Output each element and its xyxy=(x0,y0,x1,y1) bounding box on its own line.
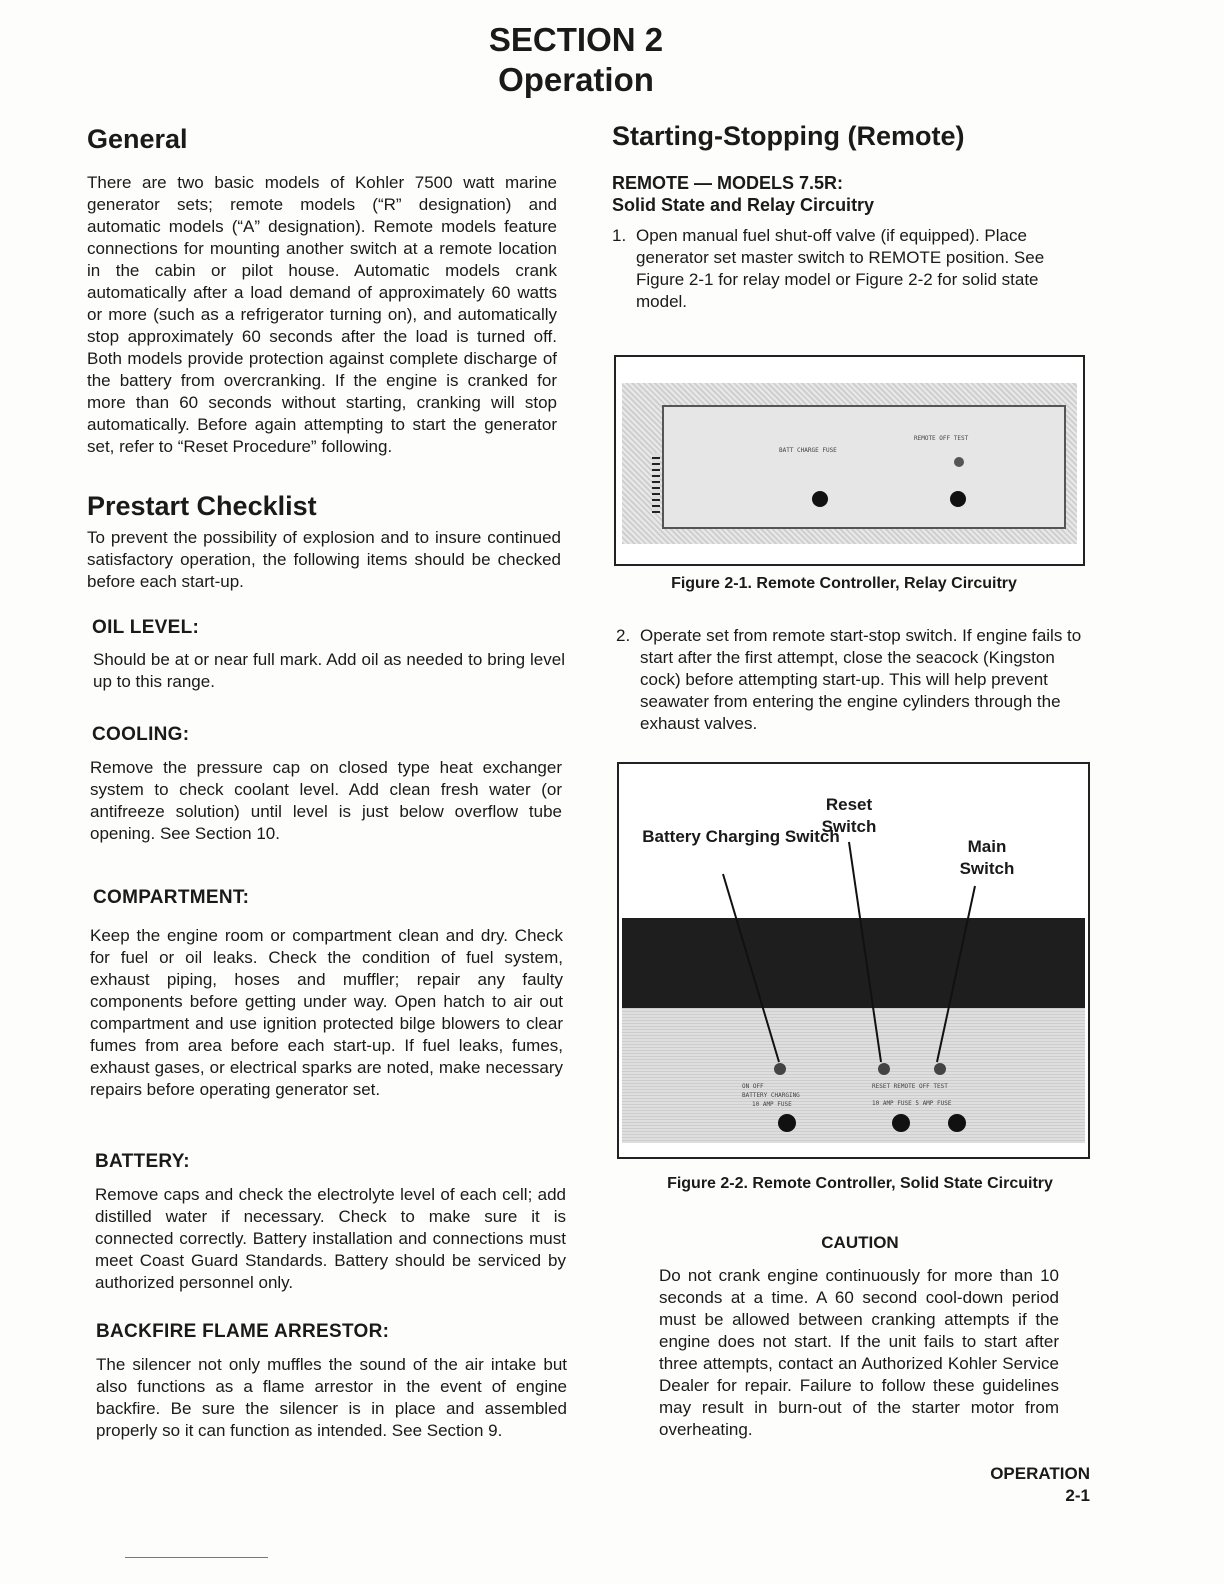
oil-level-heading: OIL LEVEL: xyxy=(92,617,200,638)
battery-callout-line xyxy=(723,874,779,1062)
step-text: Operate set from remote start-stop switch. If engine fails to start after the first attempt, close the seacock (Kingston cock) before attempting start-up. This will help prevent seawater from entering the engine cylinders through the exhaust valves. xyxy=(640,626,1082,733)
general-body: There are two basic models of Kohler 7500 watt marine generator sets; remote models (“R” designation) and automatic models (“A” designation). Remote models feature connections for mounting another switch at a remote location in the cabin or pilot house. Automatic models crank automatically after a load demand of approximately 60 watts or more (such as a refrigerator turning on), and automatically stop approximately 60 seconds after the load is turned off. Both models provide protection against complete discharge of the battery from overcranking. If the engine is cranked for more than 60 seconds without starting, cranking will stop automatically. Before again attempting to start the generator set, refer to “Reset Procedure” following. xyxy=(87,173,557,456)
panel-text-reset-remote: RESET REMOTE OFF TEST xyxy=(872,1083,948,1090)
panel-label-charge: BATT CHARGE FUSE xyxy=(779,447,837,454)
panel-text-on-off: ON OFF xyxy=(742,1083,764,1090)
remote-fuse-knob xyxy=(950,491,966,507)
connector-terminals xyxy=(652,453,660,513)
footer-section: OPERATION xyxy=(990,1464,1090,1483)
step-item xyxy=(616,625,1086,735)
compartment-heading: COMPARTMENT: xyxy=(93,887,250,908)
caution-heading: CAUTION xyxy=(821,1233,899,1252)
compartment-body: Keep the engine room or compartment clean and dry. Check for fuel or oil leaks. Check the condition of fuel system, exhaust piping, hoses and muffler; repair any faulty components before getting under way. Open hatch to air out compartment and use ignition protected bilge blowers to clear fumes from area before each start-up. If fuel leaks, fumes, exhaust gases, or electrical sparks are noted, make necessary repairs before operating generator set. xyxy=(90,926,563,1099)
footer-rule xyxy=(125,1557,268,1558)
charge-fuse-knob xyxy=(812,491,828,507)
cooling-body: Remove the pressure cap on closed type heat exchanger system to check coolant level. Add clean fresh water (or antifreeze solution) until level is just below overflow tube opening. See Section 10. xyxy=(90,758,562,843)
reset-callout-line xyxy=(849,842,881,1062)
battery-heading: BATTERY: xyxy=(95,1151,190,1172)
panel-text-battery-charging: BATTERY CHARGING xyxy=(742,1092,800,1099)
figure-2-1 xyxy=(614,355,1085,566)
main-callout-line xyxy=(937,886,975,1062)
cooling-heading: COOLING: xyxy=(92,724,190,745)
models-subheading: REMOTE — MODELS 7.5R: xyxy=(612,173,844,193)
battery-body: Remove caps and check the electrolyte level of each cell; add distilled water if necessary. Check to make sure it is connected correctly. Battery installation and connections must meet Coast Guard Standards. Battery should be serviced by authorized personnel only. xyxy=(95,1185,566,1292)
reset-switch-label: Reset Switch xyxy=(821,795,877,836)
oil-level-body: Should be at or near full mark. Add oil as needed to bring level up to this range. xyxy=(93,650,565,691)
step-number: 1. xyxy=(612,226,627,245)
section-number: SECTION 2 xyxy=(488,21,664,58)
main-switch-label: Main Switch xyxy=(959,837,1015,878)
circuitry-subheading: Solid State and Relay Circuitry xyxy=(612,195,875,215)
remote-switch-toggle xyxy=(954,457,964,467)
panel-label-remote: REMOTE OFF TEST xyxy=(914,435,969,442)
steps-list-2 xyxy=(616,625,1086,735)
callout-lines xyxy=(619,764,1088,1157)
section-title: Operation xyxy=(498,61,654,98)
controller-panel xyxy=(662,405,1066,529)
step-text: Open manual fuel shut-off valve (if equipped). Place generator set master switch to REMOTE position. See Figure 2-1 for relay model or Figure 2-2 for solid state model. xyxy=(636,226,1045,311)
figure-2-1-caption: Figure 2-1. Remote Controller, Relay Circuitry xyxy=(671,575,1017,592)
figure-2-2 xyxy=(617,762,1090,1159)
caution-body: Do not crank engine continuously for more than 10 seconds at a time. A 60 second cool-down period must be allowed between cranking attempts if the engine does not start. If the unit fails to start after three attempts, contact an Authorized Kohler Service Dealer for repair. Failure to follow these guidelines may result in burn-out of the starter motor from overheating. xyxy=(659,1266,1059,1439)
starting-heading: Starting-Stopping (Remote) xyxy=(612,121,965,151)
backfire-body: The silencer not only muffles the sound of the air intake but also functions as a flame arrestor in the event of engine backfire. Be sure the silencer is in place and assembled properly so it can function as intended. See Section 9. xyxy=(96,1355,567,1440)
relay-controller-photo xyxy=(622,383,1077,544)
footer-page-number: 2-1 xyxy=(1065,1486,1090,1505)
backfire-heading: BACKFIRE FLAME ARRESTOR: xyxy=(96,1321,390,1342)
page-footer xyxy=(940,1463,1090,1507)
battery-charging-switch-label: Battery Charging Switch xyxy=(642,827,840,846)
prestart-heading: Prestart Checklist xyxy=(87,491,317,521)
step-item xyxy=(612,225,1082,313)
prestart-intro: To prevent the possibility of explosion and to insure continued satisfactory operation, the following items should be checked before each start-up. xyxy=(87,528,561,591)
starting-subheading xyxy=(612,172,874,216)
panel-text-10amp: 10 AMP FUSE xyxy=(752,1101,792,1108)
panel-text-fuses: 10 AMP FUSE 5 AMP FUSE xyxy=(872,1100,952,1107)
section-header xyxy=(0,20,1152,100)
figure-2-2-caption: Figure 2-2. Remote Controller, Solid State Circuitry xyxy=(667,1175,1053,1192)
step-number: 2. xyxy=(616,626,631,645)
steps-list-1 xyxy=(612,225,1082,313)
general-heading: General xyxy=(87,124,188,154)
